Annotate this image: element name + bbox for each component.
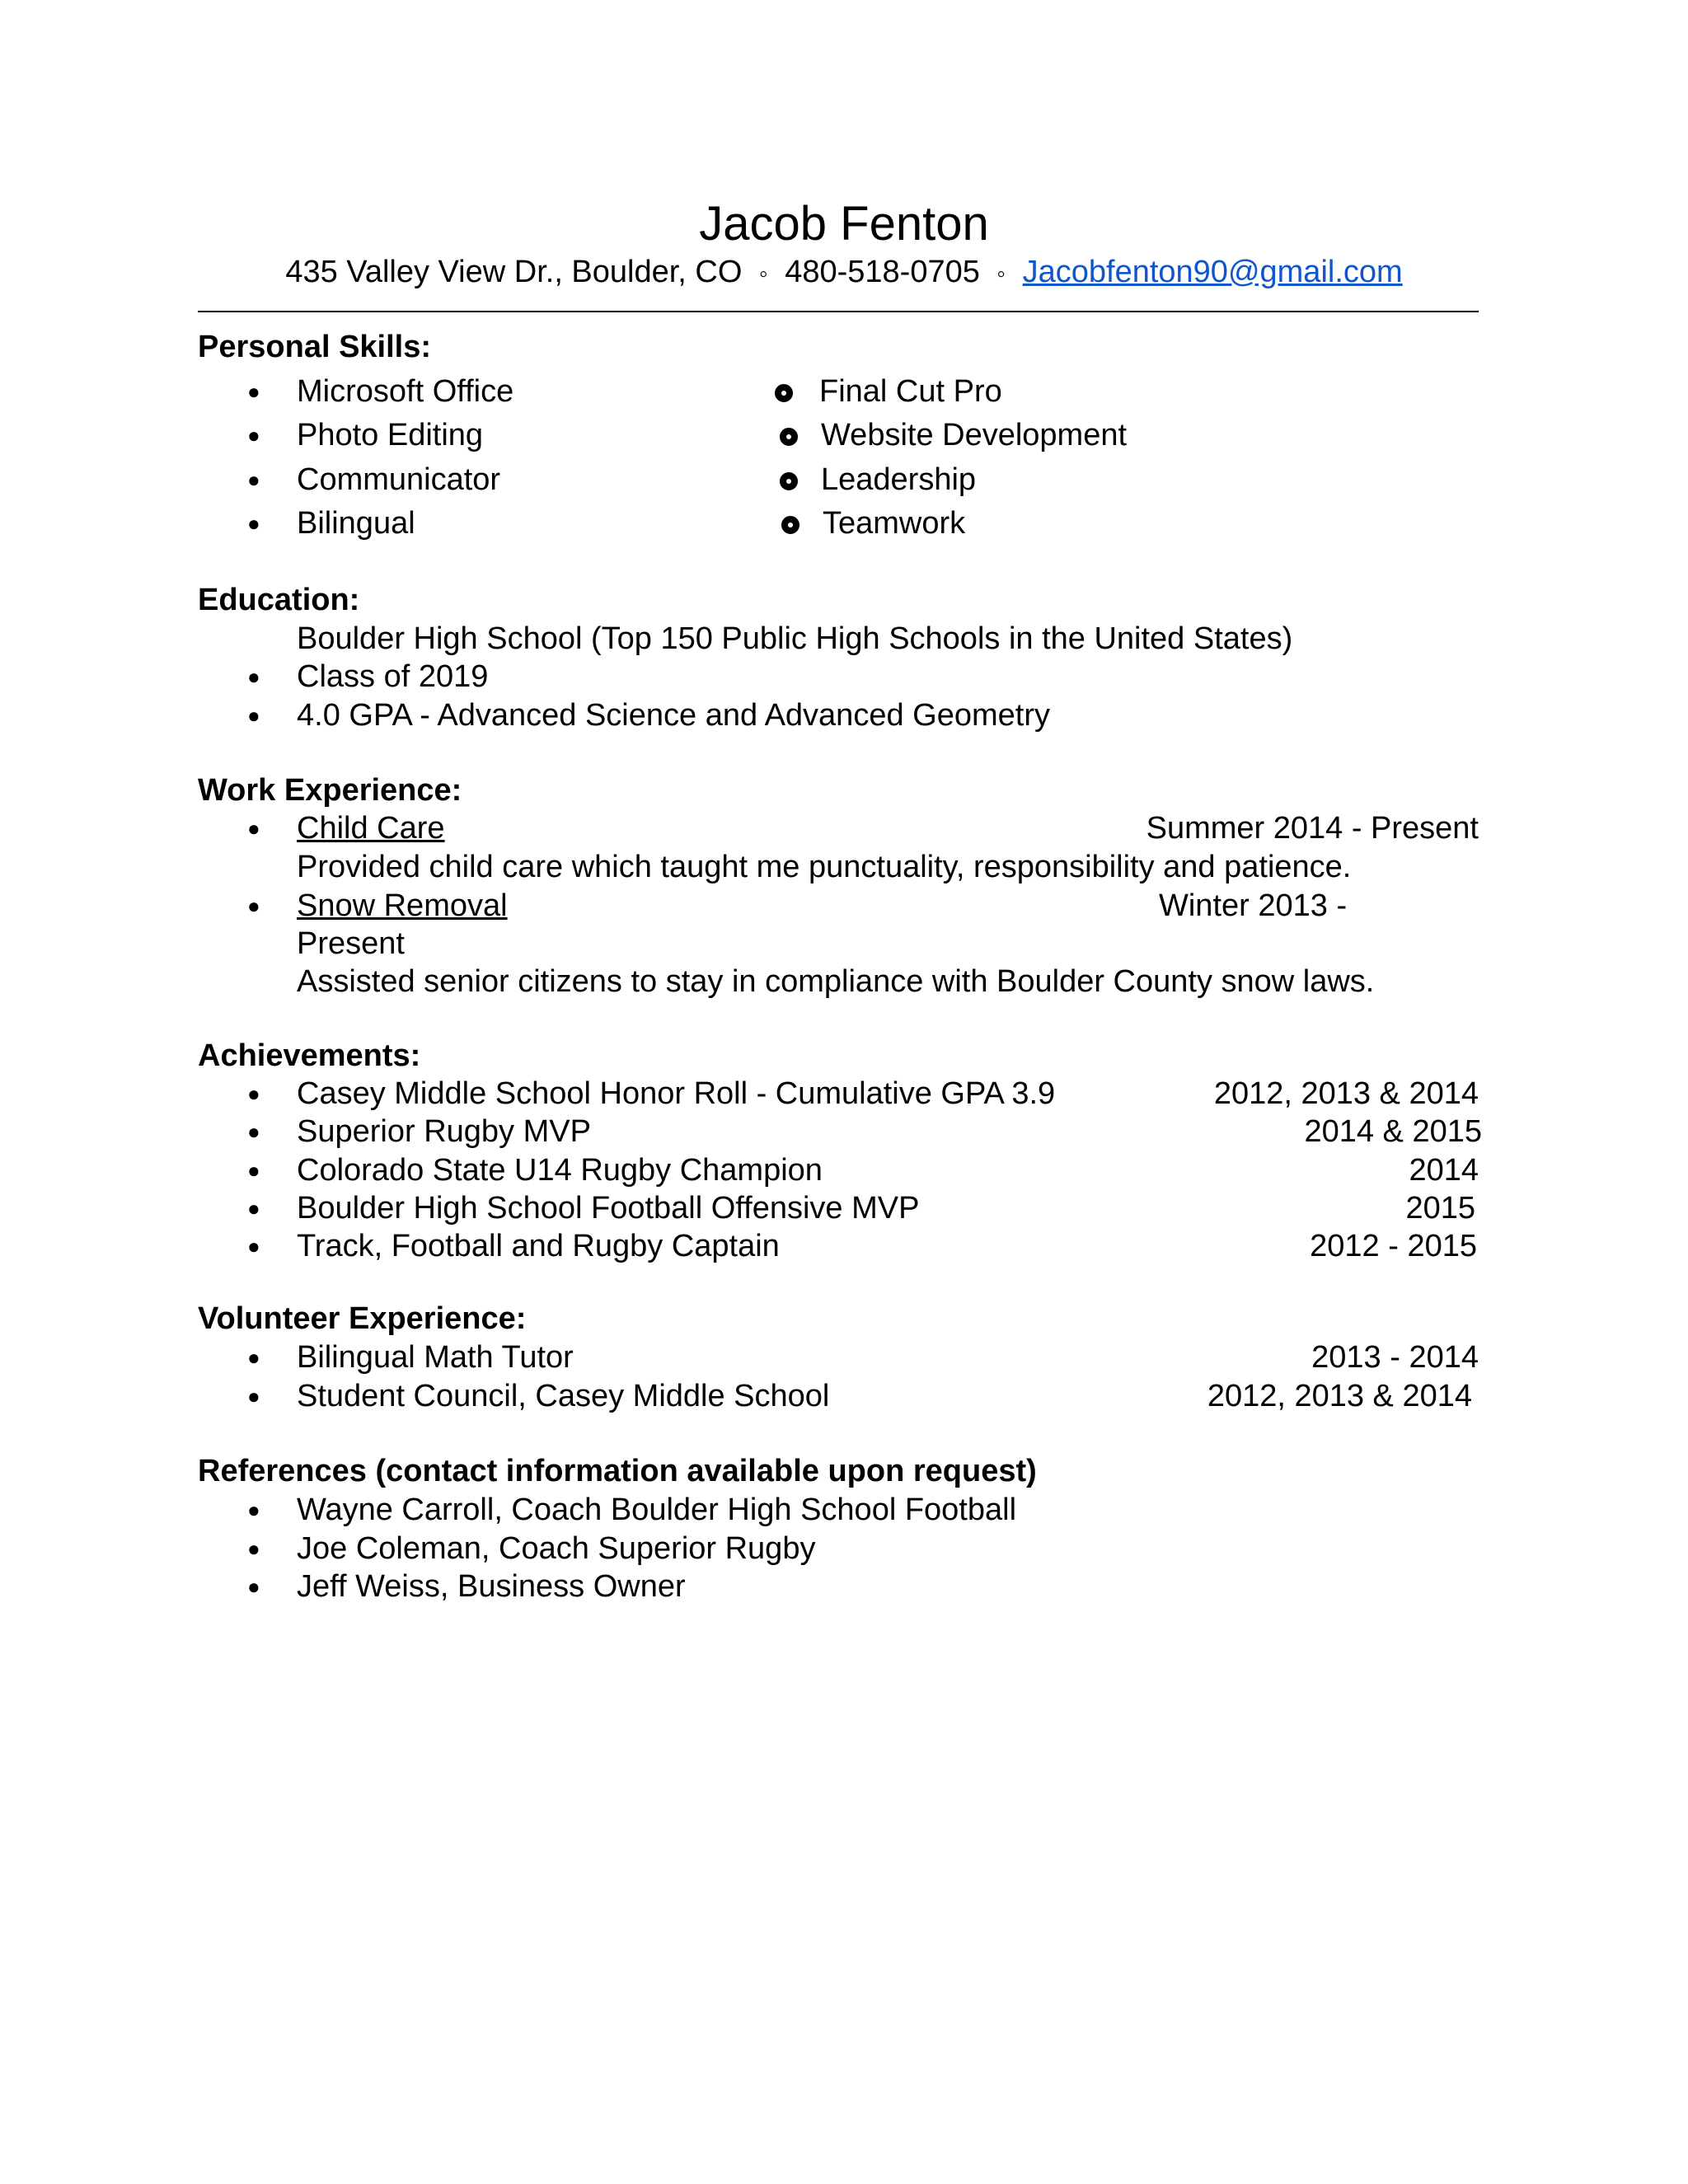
job-title: Snow Removal xyxy=(297,888,508,923)
achievement-date: 2014 & 2015 xyxy=(1304,1114,1482,1149)
achievement-item: Boulder High School Football Offensive MVP xyxy=(297,1191,920,1226)
skill-item: Website Development xyxy=(821,418,1128,452)
bullet-icon: ● xyxy=(247,511,260,536)
reference-item: Wayne Carroll, Coach Boulder High School Football xyxy=(297,1493,1017,1527)
resume-name: Jacob Fenton xyxy=(699,197,989,251)
achievement-date: 2012 - 2015 xyxy=(1310,1229,1477,1263)
skill-item: Communicator xyxy=(297,462,501,497)
volunteer-date: 2013 - 2014 xyxy=(1311,1340,1479,1375)
skill-item: Photo Editing xyxy=(297,418,484,452)
bullet-icon: ● xyxy=(247,1119,260,1144)
achievement-item: Casey Middle School Honor Roll - Cumulative GPA 3.9 xyxy=(297,1076,1056,1111)
contact-line xyxy=(0,249,1688,298)
job-title: Child Care xyxy=(297,811,445,846)
phone: 480-518-0705 xyxy=(785,255,980,289)
bullet-icon: ● xyxy=(247,1574,260,1599)
references-heading: References (contact information available upon request) xyxy=(198,1454,1037,1488)
bullet-icon: ● xyxy=(247,893,260,918)
skill-item: Microsoft Office xyxy=(297,374,514,409)
email-link[interactable]: Jacobfenton90@gmail.com xyxy=(1022,255,1403,289)
bullet-icon: ● xyxy=(247,703,260,728)
bullet-icon: ● xyxy=(247,664,260,689)
achievement-date: 2012, 2013 & 2014 xyxy=(1213,1076,1479,1111)
bullet-icon xyxy=(775,384,793,402)
skill-item: Final Cut Pro xyxy=(819,374,1002,409)
job-description: Assisted senior citizens to stay in compliance with Boulder County snow laws. xyxy=(297,964,1375,999)
achievement-date: 2015 xyxy=(1405,1191,1475,1226)
bullet-icon: ● xyxy=(247,423,260,448)
address: 435 Valley View Dr., Boulder, CO xyxy=(285,255,743,289)
bullet-icon: ● xyxy=(247,1196,260,1221)
bullet-icon: ● xyxy=(247,1497,260,1522)
bullet-icon: ● xyxy=(247,1234,260,1258)
bullet-icon: ● xyxy=(247,467,260,492)
reference-item: Jeff Weiss, Business Owner xyxy=(297,1569,686,1604)
separator-icon: ◦ xyxy=(996,260,1006,288)
education-item: 4.0 GPA - Advanced Science and Advanced Geometry xyxy=(297,698,1050,733)
work-heading: Work Experience: xyxy=(198,773,462,808)
bullet-icon xyxy=(780,428,798,446)
bullet-icon: ● xyxy=(247,1384,260,1408)
skill-item: Teamwork xyxy=(823,506,966,541)
achievement-item: Superior Rugby MVP xyxy=(297,1114,591,1149)
skills-heading: Personal Skills: xyxy=(198,330,432,364)
bullet-icon: ● xyxy=(247,1536,260,1561)
job-dates: Summer 2014 - Present xyxy=(1146,811,1479,846)
skill-item: Leadership xyxy=(821,462,977,497)
bullet-icon: ● xyxy=(247,1081,260,1106)
bullet-icon: ● xyxy=(247,1158,260,1183)
bullet-icon: ● xyxy=(247,379,260,404)
volunteer-date: 2012, 2013 & 2014 xyxy=(1207,1379,1472,1413)
volunteer-heading: Volunteer Experience: xyxy=(198,1301,527,1336)
education-item: Class of 2019 xyxy=(297,659,489,694)
reference-item: Joe Coleman, Coach Superior Rugby xyxy=(297,1531,816,1566)
education-heading: Education: xyxy=(198,583,360,617)
volunteer-item: Bilingual Math Tutor xyxy=(297,1340,574,1375)
separator-icon: ◦ xyxy=(759,260,768,288)
bullet-icon: ● xyxy=(247,1345,260,1370)
bullet-icon xyxy=(781,516,799,534)
volunteer-item: Student Council, Casey Middle School xyxy=(297,1379,830,1413)
job-description: Provided child care which taught me punctuality, responsibility and patience. xyxy=(297,850,1352,884)
school-name: Boulder High School (Top 150 Public High Schools in the United States) xyxy=(297,621,1293,656)
achievement-item: Colorado State U14 Rugby Champion xyxy=(297,1153,823,1188)
achievement-date: 2014 xyxy=(1409,1153,1479,1188)
skill-item: Bilingual xyxy=(297,506,415,541)
bullet-icon: ● xyxy=(247,816,260,841)
job-dates-continued: Present xyxy=(297,926,405,961)
bullet-icon xyxy=(780,472,798,490)
achievement-item: Track, Football and Rugby Captain xyxy=(297,1229,780,1263)
job-dates: Winter 2013 - xyxy=(1159,888,1348,923)
header-divider xyxy=(198,311,1479,312)
achievements-heading: Achievements: xyxy=(198,1038,421,1073)
